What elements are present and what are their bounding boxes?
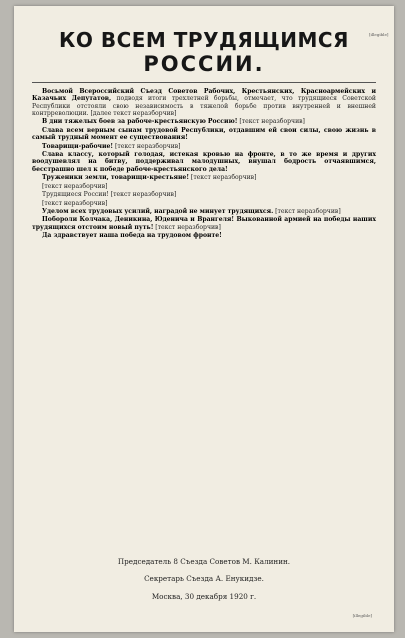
paragraph-lead: Да здравствует наша победа на трудовом фронте! [42,232,222,240]
paragraph-lead: Уделом всех трудовых усилий, наградой не минует трудящихся. [42,208,274,215]
printer-imprint: [illegible] [352,613,372,618]
place-date: Москва, 30 декабря 1920 г. [151,592,257,601]
paragraph-text: [текст неразборчив] [42,199,108,207]
paragraph [32,151,376,173]
paragraph-text: [текст неразборчив] [113,142,181,150]
poster-sheet [14,6,394,632]
signature-secretary: Секретарь Съезда А. Енукидзе. [144,574,264,583]
paragraph-text: [текст неразборчив] [237,118,305,126]
signature-chairman: Председатель 8 Съезда Советов М. Калинин. [117,557,291,566]
title-line-1: КО ВСЕМ ТРУДЯЩИМСЯ [59,28,349,52]
paragraph [32,232,376,239]
paragraph-text: [текст неразборчив] [42,182,108,190]
corner-stamp-text: [illegible] [369,32,389,37]
paragraph-lead: Восьмой Всероссийский Съезд Советов Рабочих, Крестьянских, Красноармейских и Казачьих Депутатов, [32,88,376,103]
paragraph-lead: Слава всем верным сынам трудовой Республики, отдавшим ей свои силы, свою жизнь в самый трудный момент ее существования! [32,126,376,142]
appeal-body [32,88,376,554]
paragraph-text: Трудящиеся России! [текст неразборчив] [42,191,177,199]
header-divider [32,82,376,83]
paragraph-text: [текст неразборчив] [153,223,221,231]
paragraph-text: подводя итоги трехлетней борьбы, отмечает, что трудящиеся Советской Республики отстояли свою независимость в тяжелой борьбе против внутренней и внешней контрреволюции. [далее текст неразборчив] [32,95,376,118]
paragraph-text: [текст неразборчив] [273,208,341,215]
paragraph [32,191,376,198]
paragraph-lead: Слава классу, который голодая, истекая кровью на фронте, в то же время и других воодушевлял на битву, поддерживал малодушных, внушал бодрость отчаявшимся, бесстрашно шел к победе рабоче-крестьянского дела! [32,151,376,173]
title-line-2: РОССИИ. [143,52,265,76]
paragraph [32,143,376,150]
paragraph-lead: В дни тяжелых боев за рабоче-крестьянскую Россию! [42,118,238,126]
paragraph-lead: Товарищи-рабочие! [42,142,114,150]
paragraph [32,174,376,181]
paragraph-lead: Труженики земли, товарищи-крестьяне! [42,174,189,182]
paragraph [32,208,376,215]
paragraph [32,88,376,117]
paragraph [32,200,376,207]
paragraph [32,127,376,142]
paragraph-text: [текст неразборчив] [189,174,257,182]
paragraph [32,183,376,190]
paragraph-lead: Побороли Колчака, Деникина, Юденича и Врангеля! Выкованной армией на победы наших трудящихся отстоим новый путь! [32,216,376,231]
paragraph [32,216,376,231]
paragraph [32,118,376,125]
